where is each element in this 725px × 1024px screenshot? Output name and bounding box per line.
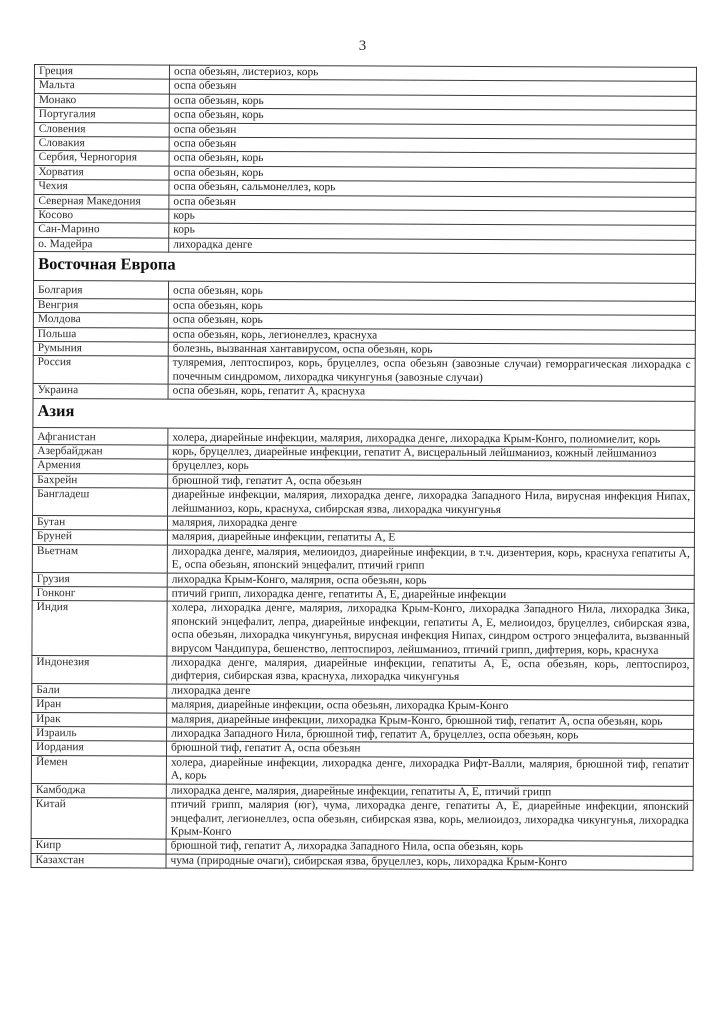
diseases-cell: оспа обезьян, корь, гепатит А, краснуха [168,384,695,401]
table-row [33,356,695,387]
diseases-cell: корь [169,209,696,226]
country-cell: Украина [33,384,168,399]
country-cell: Иран [32,698,167,713]
country-cell: Мальта [34,79,169,94]
country-cell: Бруней [32,530,167,545]
country-cell: Венгрия [33,298,168,313]
country-cell: Грузия [32,572,167,587]
country-cell: Израиль [32,727,167,742]
diseases-cell: холера, диарейные инфекции, малярия, лихорадка денге, лихорадка Крым-Конго, полиомиелит, корь [168,428,695,448]
diseases-cell: оспа обезьян [169,123,696,140]
table-row [32,656,694,687]
country-cell: Болгария [33,281,168,299]
country-cell: Польша [33,327,168,342]
country-cell: Йемен [31,755,166,783]
diseases-cell: брюшной тиф, гепатит А, лихорадка Западного Нила, оспа обезьян, корь [166,839,693,856]
country-cell: Казахстан [31,853,166,868]
table-row [31,755,693,786]
diseases-cell: оспа обезьян, корь, легионеллез, краснуха [168,328,695,345]
diseases-cell: лихорадка денге, малярия, диарейные инфекции, гепатиты А, Е, птичий грипп [166,784,693,801]
country-cell: Индия [32,601,167,656]
diseases-cell: оспа обезьян, корь [169,166,696,183]
diseases-cell: оспа обезьян, корь [169,108,696,125]
diseases-cell: малярия, лихорадка денге [167,516,694,533]
diseases-cell: оспа обезьян, корь [168,313,695,330]
diseases-cell: лихорадка денге [169,238,696,255]
country-cell: Румыния [33,341,168,356]
diseases-cell: малярия, диарейные инфекции, оспа обезьян, лихорадка Крым-Конго [167,698,694,715]
diseases-cell: оспа обезьян, корь [168,299,695,316]
country-cell: Китай [31,798,166,840]
diseases-cell: оспа обезьян, сальмонеллез, корь [169,180,696,197]
country-cell: Греция [34,65,169,80]
diseases-cell: корь, бруцеллез, диарейные инфекции, гепатит А, висцеральный лейшманиоз, кожный лейшманиоз [168,445,695,462]
diseases-cell: лихорадка денге, малярия, диарейные инфекции, гепатиты А, Е, оспа обезьян, корь, лептоспироз, дифтерия, сибирская язва, краснуха, лихорадка чикунгунья [167,656,694,686]
country-cell: Афганистан [33,427,168,445]
diseases-cell: оспа обезьян [169,79,696,96]
diseases-cell: малярия, диарейные инфекции, лихорадка Крым-Конго, брюшной тиф, гепатит А, оспа обезьян, корь [167,713,694,730]
section-title: Азия [33,398,695,430]
country-cell: Азербайджан [33,444,168,459]
country-cell: Бангладеш [33,488,168,516]
diseases-cell: холера, лихорадка денге, малярия, лихорадка Крым-Конго, лихорадка Западного Нила, лихорадка Зика, японский энцефалит, лепра, диарейные инфекции, гепатиты А, Е, мелиоидоз, бруцеллез, сибирская язва, оспа обезьян, лихорадка чикунгунья, вирусная инфекция Нипах, синдром острого энцефалита, вызванный вирусом Чандипура, бешенство, лептоспироз, лейшманиоз, птичий грипп, дифтерия, корь, краснуха [167,601,694,658]
country-cell: Бали [32,683,167,698]
diseases-cell: брюшной тиф, гепатит А, оспа обезьян [168,474,695,491]
country-cell: Чехия [34,180,169,195]
table-body [31,65,696,871]
country-cell: Хорватия [34,165,169,180]
diseases-cell: оспа обезьян [169,195,696,212]
diseases-cell: птичий грипп, лихорадка денге, гепатиты А, Е, диарейные инфекции [167,587,694,604]
section-header-row [34,252,696,284]
country-cell: Вьетнам [32,544,167,572]
country-cell: Словения [34,122,169,137]
country-cell: Монако [34,93,169,108]
country-cell: Ирак [32,712,167,727]
diseases-cell: болезнь, вызванная хантавирусом, оспа обезьян, корь [168,342,695,359]
diseases-cell: лихорадка Крым-Конго, малярия, оспа обезьян, корь [167,573,694,590]
table-row [31,798,693,842]
diseases-cell: диарейные инфекции, малярия, лихорадка денге, лихорадка Западного Нила, вирусная инфекция Нипах, лейшманиоз, корь, краснуха, сибирская язва, лихорадка чикунгунья [168,488,695,518]
diseases-cell: малярия, диарейные инфекции, гепатиты А, Е [167,530,694,547]
diseases-cell: туляремия, лептоспироз, корь, бруцеллез, оспа обезьян (завозные случаи) геморрагическая лихорадка с почечным синдромом, лихорадка чикунгунья (завозные случаи) [168,356,695,386]
country-cell: Северная Македония [34,194,169,209]
country-cell: Молдова [33,313,168,328]
country-cell: Армения [33,459,168,474]
diseases-cell: холера, диарейные инфекции, лихорадка денге, лихорадка Рифт-Валли, малярия, брюшной тиф, гепатит А, корь [166,756,693,786]
diseases-cell: бруцеллез, корь [168,459,695,476]
country-cell: Иордания [31,741,166,756]
country-cell: Косово [34,209,169,224]
diseases-cell: птичий грипп, малярия (юг), чума, лихорадка денге, гепатиты А, Е, диарейные инфекции, японский энцефалит, легионеллез, оспа обезьян, сибирская язва, корь, мелиоидоз, лихорадка чикунгунья, лихорадка Крым-Конго [166,798,693,842]
country-cell: Сан-Марино [34,223,169,238]
diseases-cell: лихорадка денге, малярия, мелиоидоз, диарейные инфекции, в т.ч. дизентерия, корь, краснуха гепатиты А, Е, оспа обезьян, японский энцефалит, птичий грипп [167,545,694,575]
table-row [33,488,695,519]
country-cell: Россия [33,356,168,384]
diseases-cell: оспа обезьян, корь [168,281,695,301]
section-header-row [33,398,695,430]
table-row [32,601,694,659]
diseases-cell: оспа обезьян, листериоз, корь [169,65,696,82]
country-cell: Индонезия [32,656,167,684]
table-row [31,853,693,870]
diseases-cell: лихорадка Западного Нила, брюшной тиф, гепатит А, бруцеллез, оспа обезьян, корь [167,727,694,744]
country-cell: Бутан [32,515,167,530]
diseases-cell: чума (природные очаги), сибирская язва, бруцеллез, корь, лихорадка Крым-Конго [166,854,693,871]
country-cell: Сербия, Черногория [34,151,169,166]
country-cell: Камбоджа [31,783,166,798]
country-cell: Португалия [34,108,169,123]
diseases-cell: оспа обезьян, корь [169,152,696,169]
table-row [32,544,694,575]
country-cell: Словакия [34,137,169,152]
country-disease-table [30,64,697,871]
diseases-cell: лихорадка денге [167,684,694,701]
country-cell: Бахрейн [33,473,168,488]
diseases-cell: корь [169,224,696,241]
diseases-cell: оспа обезьян, корь [169,94,696,111]
country-cell: Гонконг [32,586,167,601]
diseases-cell: брюшной тиф, гепатит А, оспа обезьян [166,742,693,759]
page-number: 3 [358,38,367,54]
diseases-cell: оспа обезьян [169,137,696,154]
country-cell: Кипр [31,839,166,854]
country-cell: о. Мадейра [34,237,169,252]
section-title: Восточная Европа [34,252,696,284]
